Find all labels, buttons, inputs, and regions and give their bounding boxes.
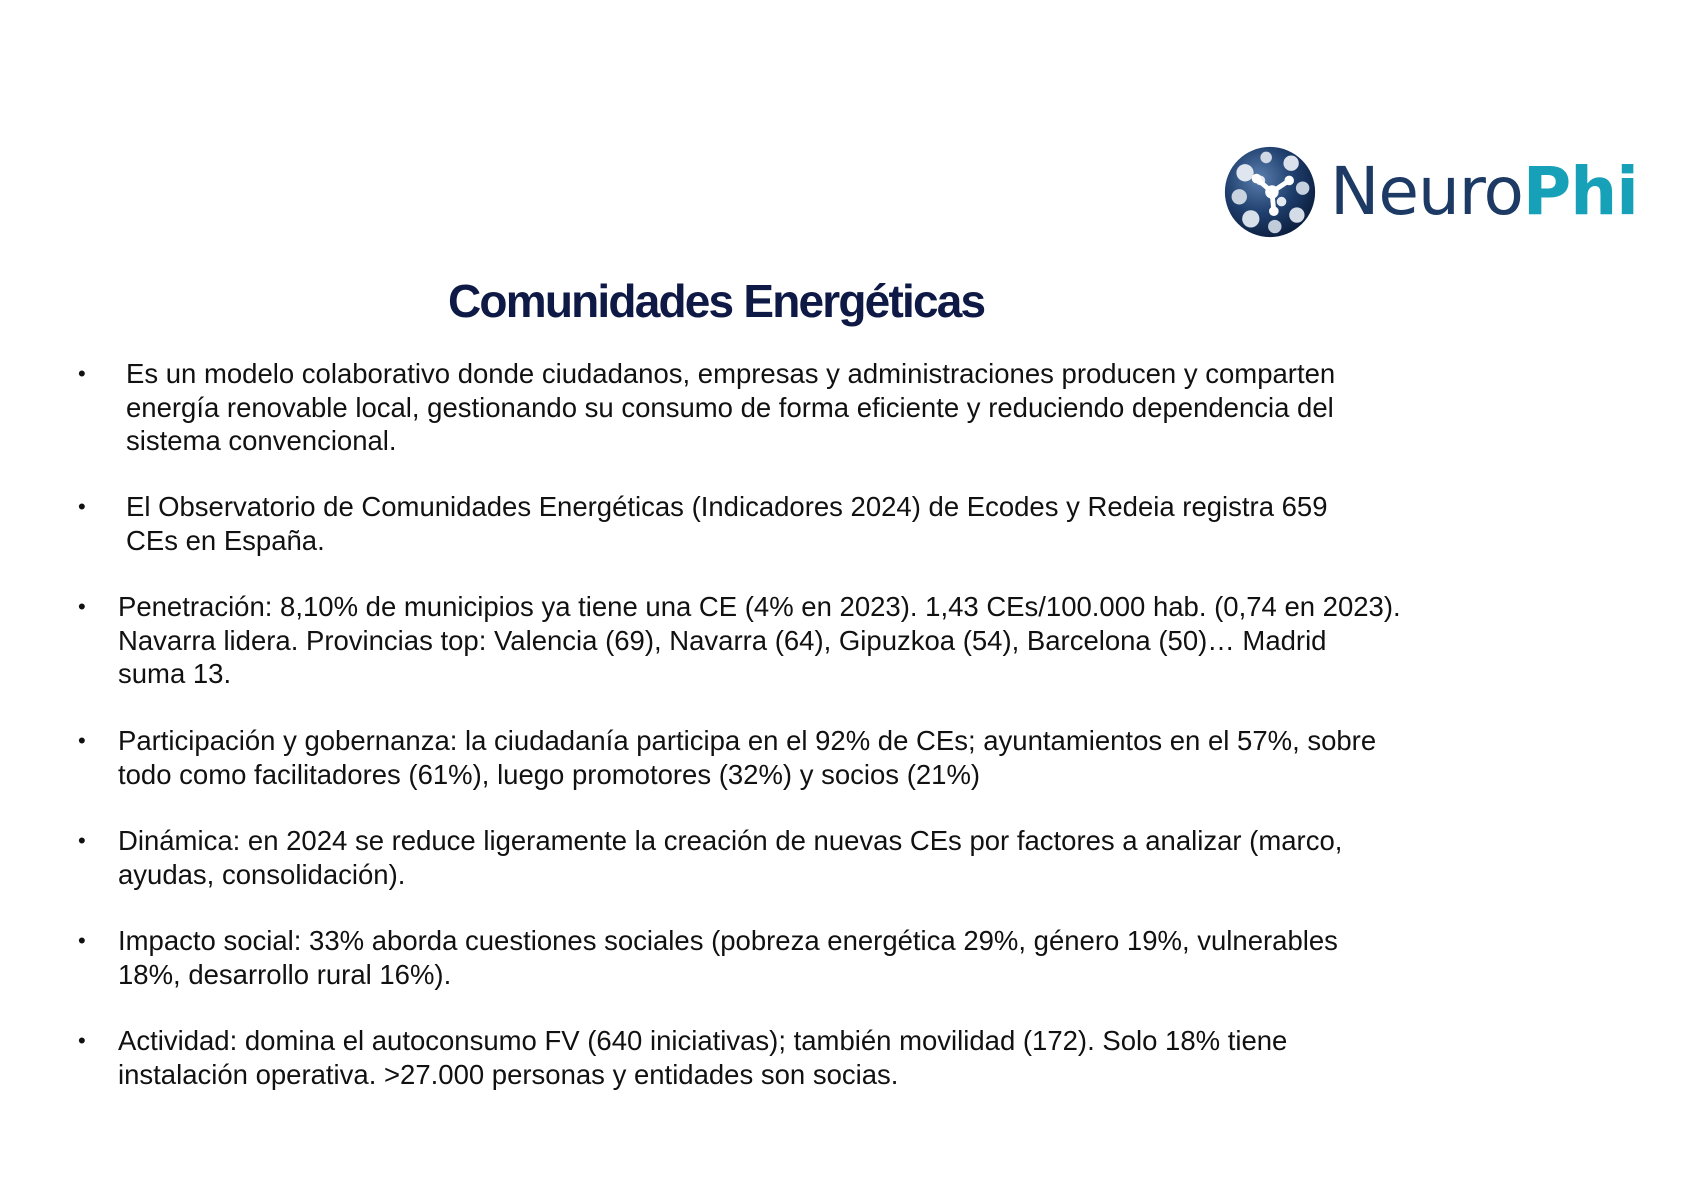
- bullet-item: [78, 924, 1578, 991]
- logo-wordmark-part1: Neuro: [1330, 153, 1523, 230]
- neurophi-logo: [1222, 142, 1638, 242]
- page-title: Comunidades Energéticas: [448, 275, 985, 327]
- bullet-text: El Observatorio de Comunidades Energéticas (Indicadores 2024) de Ecodes y Redeia registra 659 CEs en España.: [126, 491, 1328, 556]
- bullet-item: [78, 824, 1578, 891]
- bullet-item: [78, 357, 1578, 458]
- bullet-text: Actividad: domina el autoconsumo FV (640 iniciativas); también movilidad (172). Solo 18% tiene instalación operativa. >27.000 personas y entidades son socias.: [118, 1025, 1288, 1090]
- bullet-symbol: •: [78, 728, 86, 753]
- bullet-symbol: •: [78, 928, 86, 953]
- bullet-symbol: •: [78, 1028, 86, 1053]
- bullet-symbol: •: [78, 361, 86, 386]
- logo-wordmark: [1330, 153, 1638, 230]
- bullet-item: [78, 590, 1578, 691]
- bullet-item: [78, 724, 1578, 791]
- bullet-symbol: •: [78, 494, 86, 519]
- bullet-text: Es un modelo colaborativo donde ciudadanos, empresas y administraciones producen y comparten energía renovable local, gestionando su consumo de forma eficiente y reduciendo dependencia del sistema convencional.: [126, 358, 1336, 456]
- neural-network-sphere-icon: [1222, 144, 1318, 240]
- bullet-symbol: •: [78, 594, 86, 619]
- logo-wordmark-part2: Phi: [1522, 153, 1638, 230]
- bullet-text: Dinámica: en 2024 se reduce ligeramente la creación de nuevas CEs por factores a analizar (marco, ayudas, consolidación).: [118, 825, 1343, 890]
- bullet-text: Participación y gobernanza: la ciudadanía participa en el 92% de CEs; ayuntamientos en el 57%, sobre todo como facilitadores (61%), luego promotores (32%) y socios (21%): [118, 725, 1377, 790]
- bullet-symbol: •: [78, 828, 86, 853]
- bullet-text: Penetración: 8,10% de municipios ya tiene una CE (4% en 2023). 1,43 CEs/100.000 hab. (0,74 en 2023). Navarra lidera. Provincias top: Valencia (69), Navarra (64), Gipuzkoa (54), Barcelona (50)… Madrid suma 13.: [118, 591, 1401, 689]
- bullet-item: [78, 490, 1578, 557]
- bullet-item: [78, 1024, 1578, 1091]
- bullet-text: Impacto social: 33% aborda cuestiones sociales (pobreza energética 29%, género 19%, vulnerables 18%, desarrollo rural 16%).: [118, 925, 1338, 990]
